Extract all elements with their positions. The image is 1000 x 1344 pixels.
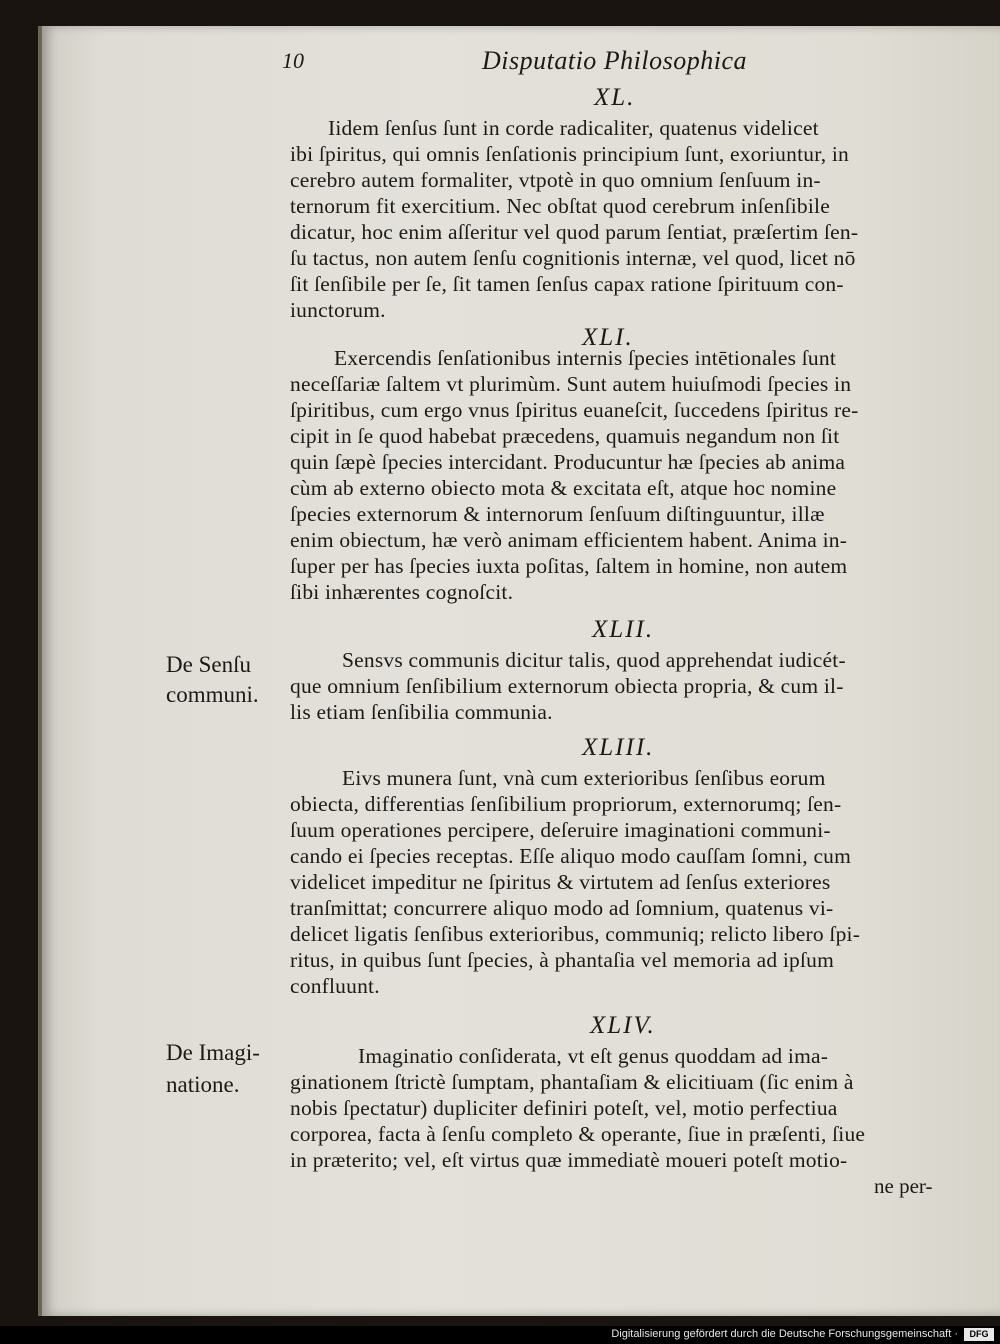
text-line: ſuum operationes percipere, deſeruire imaginationi communi- <box>290 818 831 842</box>
section-heading: XLI. <box>582 324 634 351</box>
margin-note: natione. <box>166 1072 240 1097</box>
text-line: ſpecies externorum & internorum ſenſuum diſtinguuntur, illæ <box>290 502 825 526</box>
text-line: ibi ſpiritus, qui omnis ſenſationis principium ſunt, exoriuntur, in <box>290 142 849 166</box>
text-line: corporea, facta à ſenſu completo & operante, ſiue in præſenti, ſiue <box>290 1122 866 1146</box>
section-heading: XLII. <box>592 616 655 643</box>
text-line: ritus, in quibus ſunt ſpecies, à phantaſia vel memoria ad ipſum <box>290 948 835 972</box>
text-line: Sensvs communis dicitur talis, quod apprehendat iudicét- <box>342 648 846 672</box>
section-heading: XLIV. <box>590 1012 656 1039</box>
text-line: tranſmittat; concurrere aliquo modo ad ſomnium, quatenus vi- <box>290 896 834 920</box>
text-line: enim obiectum, hæ verò animam efficientem habent. Anima in- <box>290 528 848 552</box>
text-line: Iidem ſenſus ſunt in corde radicaliter, quatenus videlicet <box>328 116 819 140</box>
text-line: dicatur, hoc enim aſſeritur vel quod parum ſentiat, præſertim ſen- <box>290 220 859 244</box>
text-line: nobis ſpectatur) dupliciter definiri poteſt, vel, motio perfectiua <box>290 1096 838 1120</box>
text-line: ternorum fit exercitium. Nec obſtat quod cerebrum inſenſibile <box>290 194 830 218</box>
margin-note: De Imagi- <box>166 1040 260 1065</box>
digitization-footer <box>0 1326 1000 1344</box>
section-heading: XLIII. <box>582 734 655 761</box>
running-title: Disputatio Philosophica <box>482 46 747 75</box>
text-line: ſit ſenſibile per ſe, ſit tamen ſenſus capax ratione ſpirituum con- <box>290 272 844 296</box>
text-line: cipit in ſe quod habebat præcedens, quamuis negandum non ſit <box>290 424 840 448</box>
dfg-logo: DFG <box>964 1328 994 1341</box>
catchword: ne per- <box>874 1174 933 1198</box>
page-number: 10 <box>282 48 304 73</box>
text-line: Eivs munera ſunt, vnà cum exterioribus ſenſibus eorum <box>342 766 826 790</box>
text-line: quin ſæpè ſpecies intercidant. Producuntur hæ ſpecies ab anima <box>290 450 846 474</box>
text-line: ſuper per has ſpecies iuxta poſitas, ſaltem in homine, non autem <box>290 554 848 578</box>
margin-note: De Senſu <box>166 652 251 677</box>
text-line: Imaginatio conſiderata, vt eſt genus quoddam ad ima- <box>358 1044 829 1068</box>
text-line: ſu tactus, non autem ſenſu cognitionis internæ, vel quod, licet nō <box>290 246 856 270</box>
text-line: lis etiam ſenſibilia communia. <box>290 700 553 724</box>
text-line: delicet ligatis ſenſibus exterioribus, communiq; relicto libero ſpi- <box>290 922 861 946</box>
text-line: cando ei ſpecies receptas. Eſſe aliquo modo cauſſam ſomni, cum <box>290 844 852 868</box>
text-line: neceſſariæ ſaltem vt plurimùm. Sunt autem huiuſmodi ſpecies in <box>290 372 852 396</box>
text-line: que omnium ſenſibilium externorum obiecta propria, & cum il- <box>290 674 844 698</box>
text-line: ſpiritibus, cum ergo vnus ſpiritus euaneſcit, ſuccedens ſpiritus re- <box>290 398 859 422</box>
text-line: ginationem ſtrictè ſumptam, phantaſiam & elicitiuam (ſic enim à <box>290 1070 854 1094</box>
text-line: videlicet impeditur ne ſpiritus & virtutem ad ſenſus exteriores <box>290 870 831 894</box>
text-line: ſibi inhærentes cognoſcit. <box>290 580 514 604</box>
text-line: Exercendis ſenſationibus internis ſpecies intētionales ſunt <box>334 346 836 370</box>
text-line: iunctorum. <box>290 298 386 322</box>
footer-credit: Digitalisierung gefördert durch die Deutsche Forschungsgemeinschaft · <box>611 1328 958 1340</box>
text-line: confluunt. <box>290 974 380 998</box>
section-heading: XL. <box>594 84 636 111</box>
book-page <box>38 26 1000 1316</box>
text-line: obiecta, differentias ſenſibilium propriorum, externorumq; ſen- <box>290 792 842 816</box>
text-line: cerebro autem formaliter, vtpotè in quo omnium ſenſuum in- <box>290 168 821 192</box>
text-line: in præterito; vel, eſt virtus quæ immediatè moueri poteſt motio- <box>290 1148 848 1172</box>
text-line: cùm ab externo obiecto mota & excitata eſt, atque hoc nomine <box>290 476 837 500</box>
margin-note: communi. <box>166 682 259 707</box>
